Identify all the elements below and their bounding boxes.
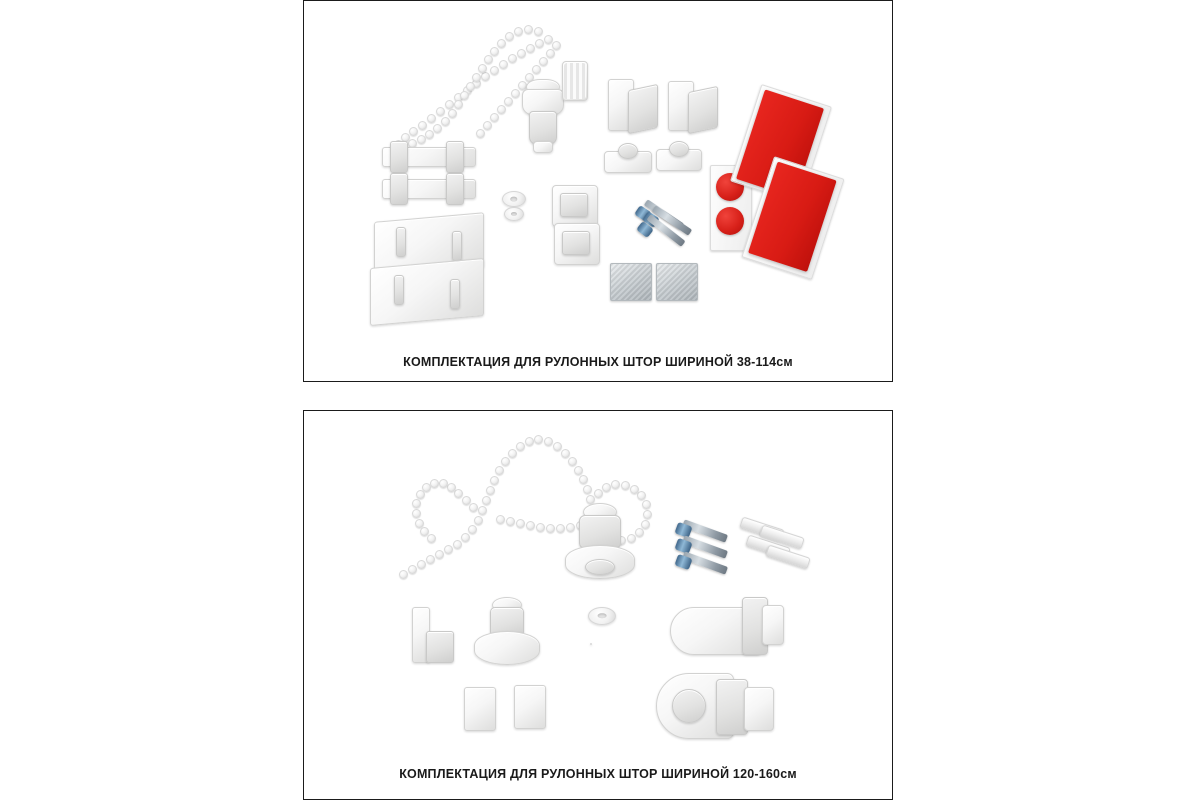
wall-bracket-1-top [608,79,658,131]
product-panel-top [303,0,893,382]
main-bracket-right-bottom [670,597,788,663]
metal-plate-1-top [610,263,652,301]
mount-plate-2-top [370,263,484,321]
end-cap-1-bottom [464,687,496,731]
metal-plate-2-top [656,263,698,301]
chain-guide-1-top [604,143,652,173]
gear-insert-bottom [472,597,542,673]
washer-2-bottom [590,643,592,645]
rail-clip-2-top [382,173,476,205]
bushing-ribs-top [564,63,586,99]
red-dot-2-top [716,207,744,235]
product-photo-top [304,1,892,337]
washer-1-bottom [588,607,616,625]
panel-top-caption: КОМПЛЕКТАЦИЯ ДЛЯ РУЛОННЫХ ШТОР ШИРИНОЙ 38-114см [403,355,793,369]
wall-bracket-2-top [668,81,718,133]
corner-holder-2-top [554,223,600,265]
washer-1-top [502,191,526,207]
chain-guide-2-top [656,141,702,171]
small-bracket-bottom [412,607,454,663]
product-photo-bottom [304,411,892,755]
main-bracket-left-bottom [656,673,796,745]
screws-top [638,197,698,257]
product-panel-bottom [303,410,893,800]
corner-holder-1-top [552,185,598,227]
washer-2-top [504,207,524,221]
end-cap-2-bottom [514,685,546,729]
rail-clip-1-top [382,141,476,173]
panel-bottom-caption: КОМПЛЕКТАЦИЯ ДЛЯ РУЛОННЫХ ШТОР ШИРИНОЙ 120-160см [399,767,797,781]
control-mechanism-bottom [559,503,639,593]
dowels-bottom [740,519,820,589]
control-mechanism-top [520,79,566,155]
